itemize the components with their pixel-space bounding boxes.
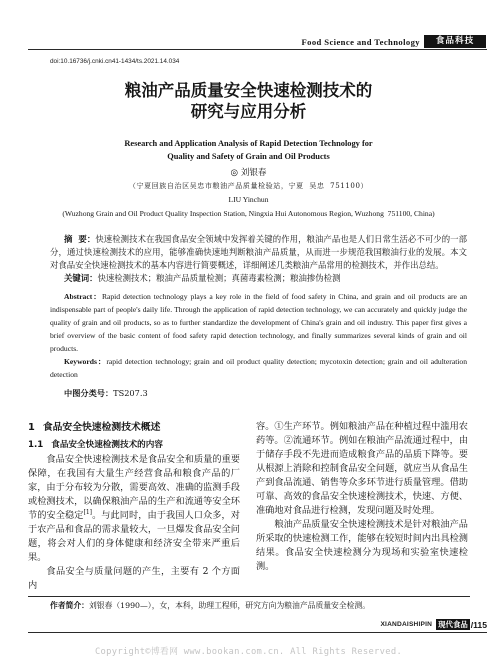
subsection-title: 食品安全快速检测技术的内容 bbox=[51, 440, 163, 450]
article-title-cn bbox=[0, 80, 497, 122]
author-affiliation: （宁夏回族自治区吴忠市粮油产品质量检验站，宁夏 吴忠 751100） bbox=[128, 182, 369, 190]
title-en-line-1: Research and Application Analysis of Rapid Detection Technology for bbox=[124, 139, 373, 148]
classification-number bbox=[50, 387, 467, 400]
abstract-cn-label: 摘 要： bbox=[64, 234, 96, 244]
author-symbol: ◎ bbox=[230, 168, 238, 178]
classification-label: 中图分类号： bbox=[64, 388, 114, 398]
author-affiliation-en: (Wuzhong Grain and Oil Product Quality Inspection Station, Ningxia Hui Autonomous Region, Wuzhong 751100, China) bbox=[62, 209, 435, 218]
section-heading-1 bbox=[28, 420, 240, 436]
paragraph-1-text-b: 。与此同时，由于我国人口众多，对于农产品和食品的需求量较大，一旦爆发食品安全问题，将会对人们的身体健康和经济安全带来严重后果。 bbox=[28, 510, 240, 563]
title-cn-line-1: 粮油产品质量安全快速检测技术的 bbox=[124, 81, 373, 100]
abstract-cn-text: 快速检测技术在我国食品安全领域中发挥着关键的作用，粮油产品也是人们日常生活必不可少的一部分，通过快速检测技术的应用，能够准确快速地判断粮油产品质量，从而进一步规范我国粮油行业的发展。本文对食品安全快速检测技术的基本内容进行简要概述，详细阐述几类粮油产品常用的检测技术，并作出总结。 bbox=[50, 234, 467, 270]
section-title: 食品安全快速检测技术概述 bbox=[42, 422, 161, 433]
keywords-en-label: Keywords： bbox=[64, 357, 107, 366]
paragraph-2-start: 食品安全与质量问题的产生，主要有 2 个方面内 bbox=[28, 566, 240, 591]
page-number: /115 bbox=[470, 619, 487, 630]
abstract-en bbox=[50, 290, 467, 355]
keywords-cn bbox=[50, 272, 467, 285]
doi: doi:10.16736/j.cnki.cn41-1434/ts.2021.14.034 bbox=[50, 58, 180, 65]
paragraph-1-text-a: 食品安全快速检测技术是食品安全和质量的重要保障，在我国有大量生产经营食品和粮食产品的厂家，由于分布较为分散，需要高效、准确的监测手段或检测技术，以确保粮油产品的生产和流通等安全环节的安全稳定 bbox=[28, 454, 240, 521]
keywords-cn-label: 关键词： bbox=[64, 273, 98, 283]
title-en-line-2: Quality and Safety of Grain and Oil Products bbox=[167, 152, 330, 161]
footnote-text: 刘银春（1990—），女，本科，助理工程师，研究方向为粮油产品质量安全检测。 bbox=[88, 601, 371, 610]
abstract-block bbox=[50, 233, 467, 400]
footer-journal-pinyin: XIANDAISHIPIN bbox=[380, 621, 433, 628]
journal-name-cn-badge: 食品科技 bbox=[424, 35, 486, 48]
header-rule bbox=[28, 49, 487, 50]
author-name-en: LIU Yinchun bbox=[228, 195, 269, 204]
copyright-watermark: Copyright©博看网 www.bookan.com.cn. All Rights Reserved. bbox=[94, 647, 403, 657]
journal-name-en: Food Science and Technology bbox=[301, 37, 420, 47]
reference-marker: [1] bbox=[83, 508, 92, 516]
author-name: 刘银春 bbox=[240, 168, 267, 178]
abstract-en-text: Rapid detection technology plays a key role in the field of food safety in China, and grain and oil products are an indispensable part of people's daily life. Through the application of rapid detection technology, we can accurately and quickly judge the quality of grain and oil products, so as to further standardize the development of China's grain and oil industry. This paper first gives a brief overview of the basic content of food safety rapid detection technology, and finally summarizes several kinds of grain and oil products. bbox=[50, 292, 467, 353]
subsection-number: 1.1 bbox=[28, 440, 44, 450]
body-column-right bbox=[256, 420, 468, 570]
section-heading-1-1 bbox=[28, 438, 240, 452]
footnote-rule bbox=[28, 596, 470, 597]
footer-journal-badge: 现代食品 bbox=[438, 620, 468, 629]
paragraph-3: 粮油产品质量安全快速检测技术是针对粮油产品所采取的快速检测工作，能够在较短时间内出具检测结果。食品安全快速检测分为现场和实验室快速检测。 bbox=[256, 519, 468, 572]
footer-rule bbox=[28, 632, 487, 633]
paragraph-1 bbox=[28, 453, 240, 565]
keywords-cn-text: 快速检测技术；粮油产品质量检测；真菌毒素检测；粮油掺伪检测 bbox=[97, 273, 341, 283]
title-cn-line-2: 研究与应用分析 bbox=[190, 102, 307, 121]
body-column-left bbox=[28, 420, 240, 591]
keywords-en-text: rapid detection technology; grain and oil product quality detection; mycotoxin detection; grain and oil adulteration detection bbox=[50, 357, 468, 379]
author-line bbox=[0, 167, 497, 179]
section-number: 1 bbox=[28, 422, 35, 433]
paragraph-2-continued: 容。①生产环节。例如粮油产品在种植过程中滥用农药等。②流通环节。例如在粮油产品流通过程中，由于储存手段不先进而造成粮食产品的品质下降等。要从根源上消除和控制食品安全问题，就应当从食品生产到食品流通、销售等众多环节进行质量管理。借助可靠、高效的食品安全快速检测技术，快速、方便、准确地对食品进行检测，发现问题及时处理。 bbox=[256, 421, 468, 516]
keywords-en bbox=[50, 355, 467, 381]
abstract-cn bbox=[50, 233, 467, 272]
article-title-en bbox=[0, 137, 497, 163]
author-footnote bbox=[50, 600, 470, 612]
abstract-en-label: Abstract： bbox=[64, 292, 102, 301]
page-footer bbox=[380, 618, 487, 631]
classification-value: TS207.3 bbox=[113, 388, 148, 398]
footnote-label: 作者简介： bbox=[50, 601, 89, 610]
